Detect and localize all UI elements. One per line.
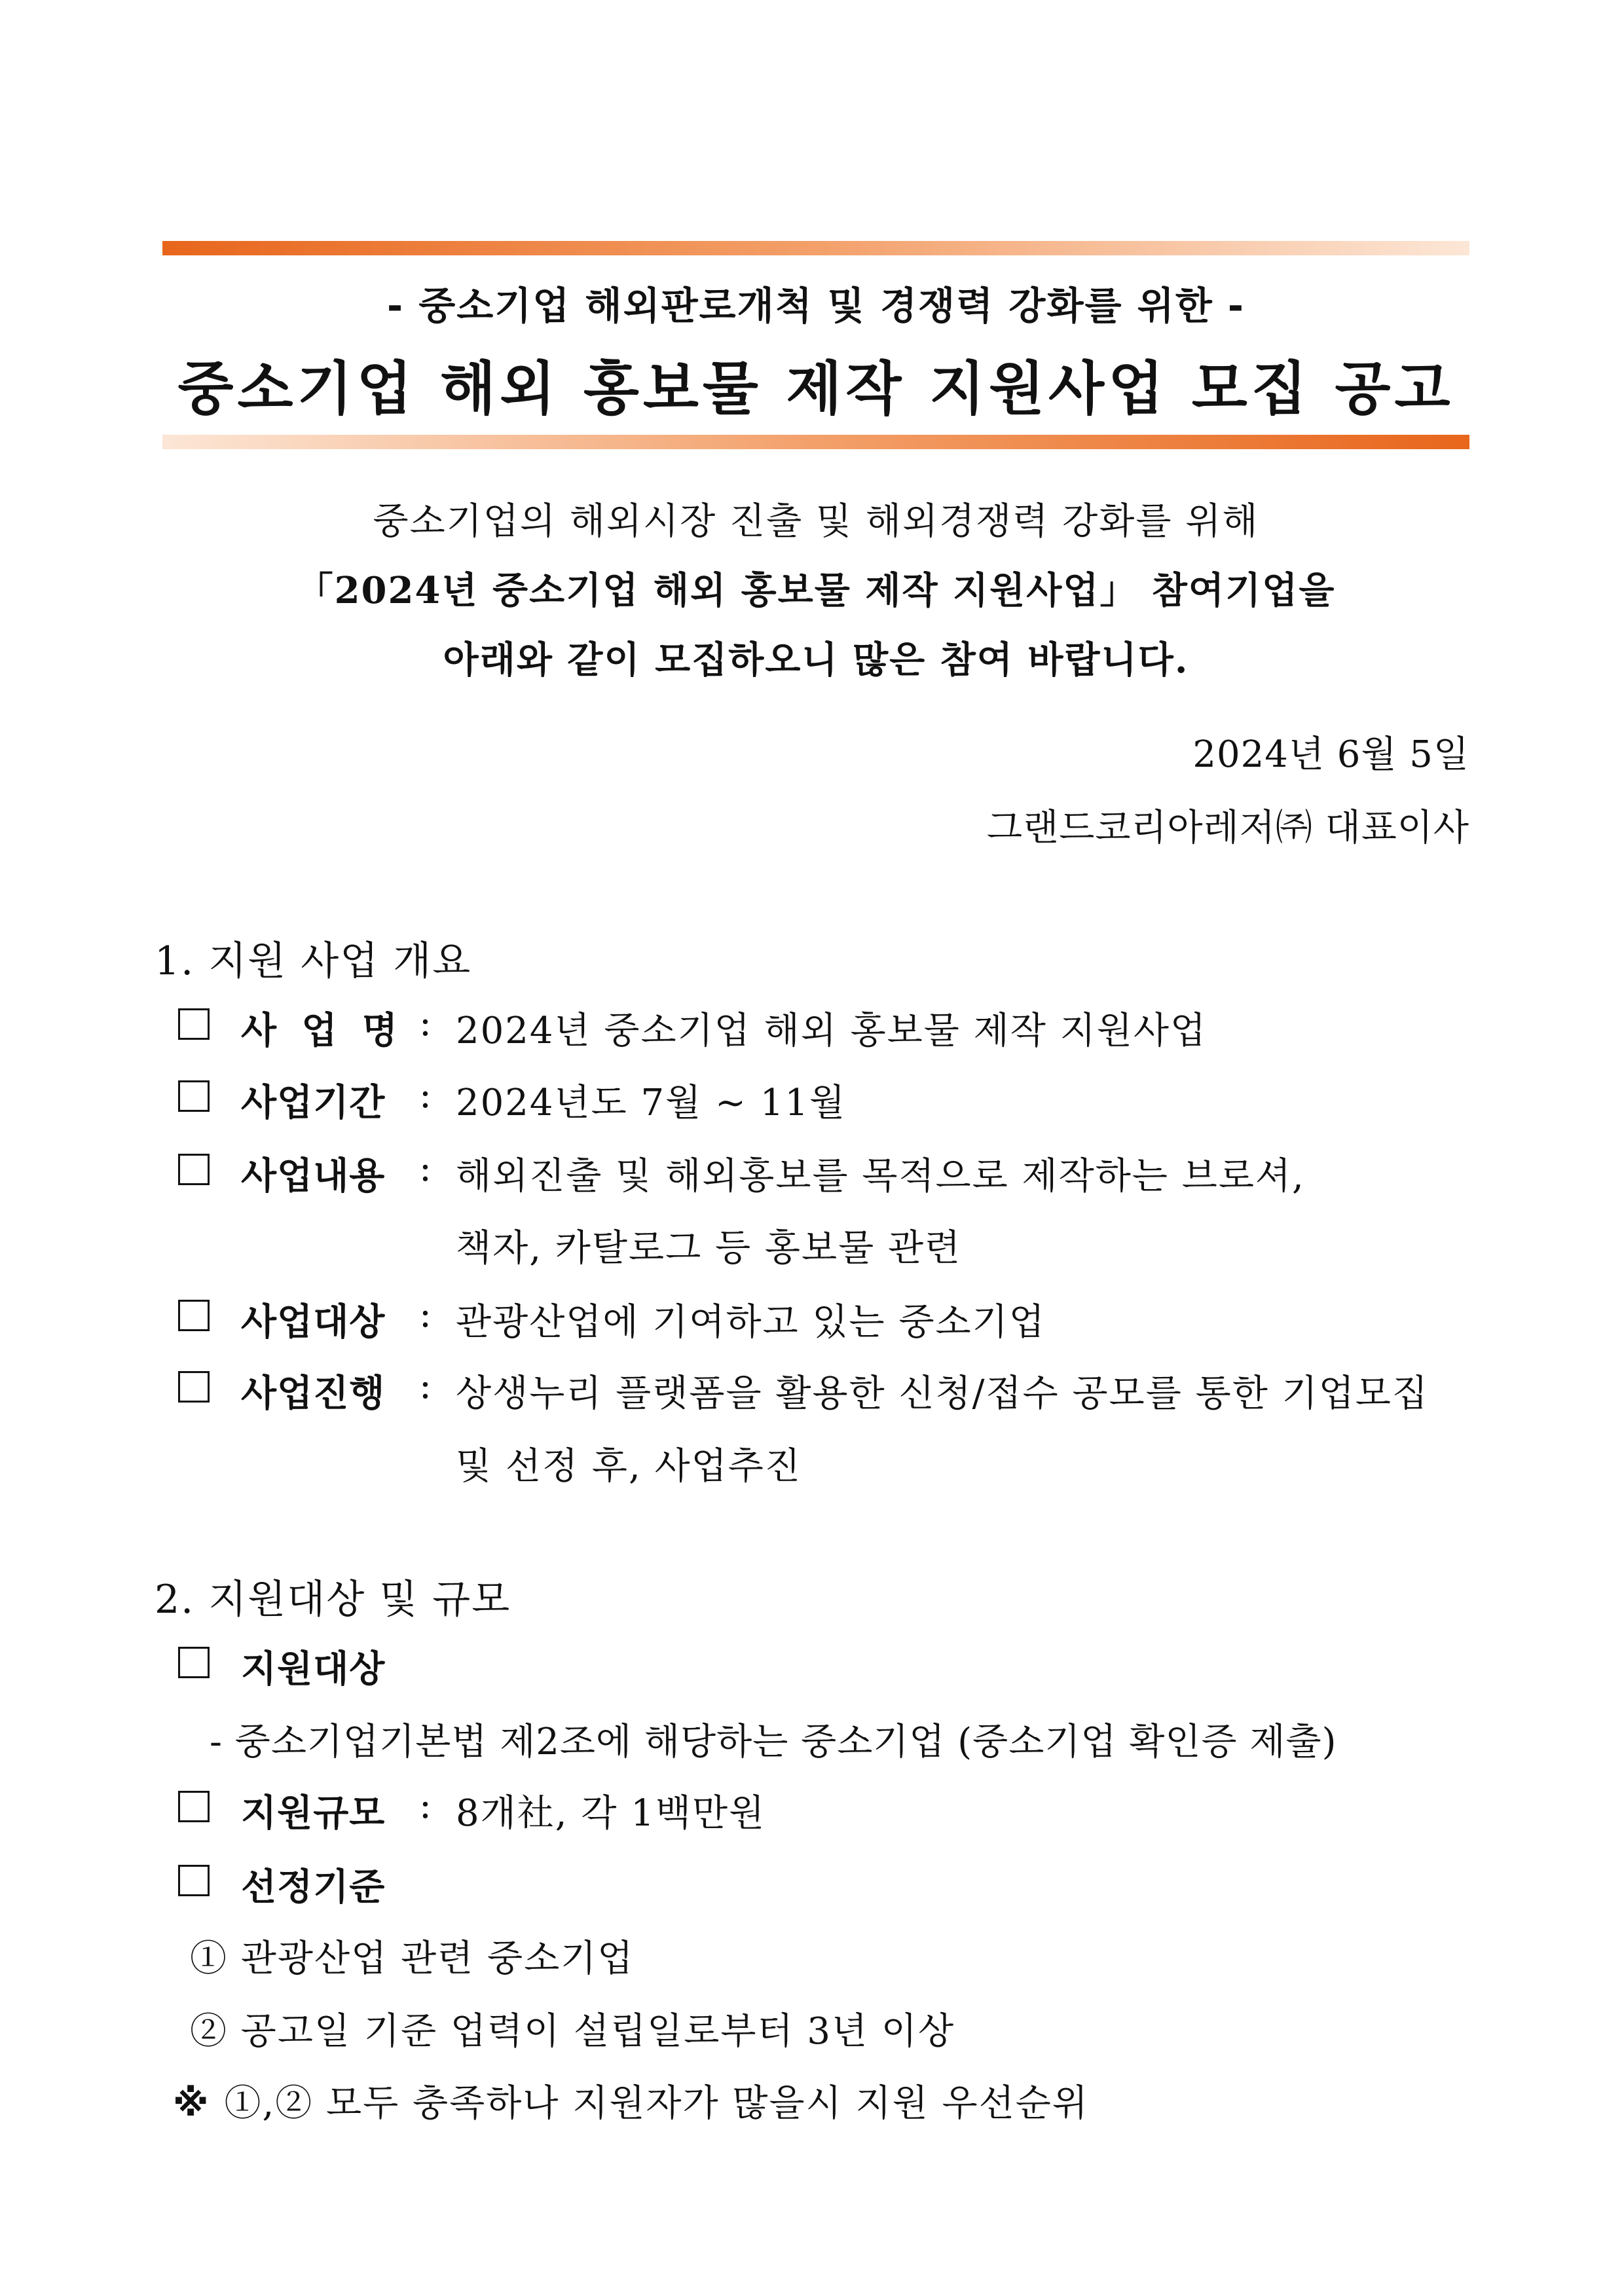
section-1-heading: 1. 지원 사업 개요 <box>155 938 472 984</box>
checkbox-icon <box>178 1647 210 1678</box>
overview-value: 상생누리 플랫폼을 활용한 신청/접수 공모를 통한 기업모집 <box>456 1372 1429 1415</box>
checkbox-icon <box>178 1371 210 1403</box>
checkbox-icon <box>178 1008 210 1040</box>
intro-line-3: 아래와 같이 모집하오니 많은 참여 바랍니다. <box>443 638 1189 682</box>
notice-subtitle: - 중소기업 해외판로개척 및 경쟁력 강화를 위한 - <box>386 284 1246 328</box>
overview-value: 관광산업에 기여하고 있는 중소기업 <box>456 1301 1046 1344</box>
colon: : <box>419 1784 432 1827</box>
criteria-item: ① 관광산업 관련 중소기업 <box>190 1937 635 1980</box>
intro-line-2: 「2024년 중소기업 해외 홍보물 제작 지원사업」 참여기업을 <box>296 569 1336 612</box>
top-accent-bar <box>162 241 1469 255</box>
overview-value-continuation: 책자, 카탈로그 등 홍보물 관련 <box>456 1227 962 1270</box>
selection-criteria-label: 선정기준 <box>241 1866 386 1909</box>
intro-line-1: 중소기업의 해외시장 진출 및 해외경쟁력 강화를 위해 <box>373 500 1259 543</box>
checkbox-icon <box>178 1300 210 1331</box>
overview-label: 사업내용 <box>241 1155 386 1198</box>
colon: : <box>419 1365 432 1407</box>
issuer: 그랜드코리아레저㈜ 대표이사 <box>987 807 1469 849</box>
support-target-detail: - 중소기업기본법 제2조에 해당하는 중소기업 (중소기업 확인증 제출) <box>210 1721 1337 1763</box>
overview-label: 사업대상 <box>241 1301 386 1344</box>
overview-label: 사업진행 <box>241 1372 386 1415</box>
support-scale-value: 8개社, 각 1백만원 <box>456 1792 766 1835</box>
checkbox-icon <box>178 1865 210 1896</box>
label-char: 업 <box>301 1010 338 1052</box>
overview-value: 2024년도 7월 ~ 11월 <box>456 1082 847 1124</box>
label-char: 명 <box>361 1010 398 1052</box>
colon: : <box>419 1293 432 1336</box>
priority-note-text: ①,② 모두 충족하나 지원자가 많을시 지원 우선순위 <box>224 2082 1089 2125</box>
colon: : <box>419 1002 432 1044</box>
priority-note <box>173 2074 1089 2127</box>
support-target-label: 지원대상 <box>241 1648 386 1691</box>
overview-value: 2024년 중소기업 해외 홍보물 제작 지원사업 <box>456 1010 1208 1052</box>
colon: : <box>419 1147 432 1190</box>
overview-label: 사업기간 <box>241 1082 386 1124</box>
overview-label <box>241 1002 398 1054</box>
criteria-item: ② 공고일 기준 업력이 설립일로부터 3년 이상 <box>190 2010 955 2053</box>
checkbox-icon <box>178 1080 210 1112</box>
overview-value-continuation: 및 선정 후, 사업추진 <box>456 1445 802 1488</box>
notice-date: 2024년 6월 5일 <box>1192 733 1469 776</box>
overview-value: 해외진출 및 해외홍보를 목적으로 제작하는 브로셔, <box>456 1155 1305 1198</box>
notice-title: 중소기업 해외 홍보물 제작 지원사업 모집 공고 <box>177 355 1454 422</box>
label-char: 사 <box>241 1010 278 1052</box>
reference-mark-icon: ※ <box>173 2082 210 2125</box>
bottom-accent-bar <box>162 435 1469 449</box>
checkbox-icon <box>178 1154 210 1185</box>
section-2-heading: 2. 지원대상 및 규모 <box>155 1577 511 1623</box>
support-scale-label: 지원규모 <box>241 1792 386 1835</box>
colon: : <box>419 1074 432 1116</box>
checkbox-icon <box>178 1791 210 1822</box>
